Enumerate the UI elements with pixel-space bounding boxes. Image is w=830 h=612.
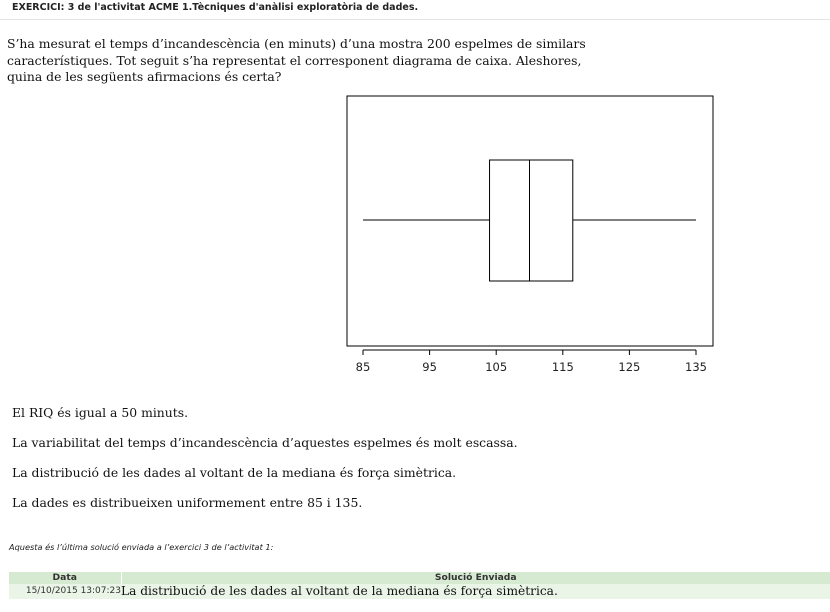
header-date: Data	[9, 572, 121, 584]
x-tick-label: 85	[355, 360, 371, 374]
answer-option-3[interactable]: La distribució de les dades al voltant de la mediana és força simètrica.	[12, 465, 457, 480]
x-tick-label: 115	[551, 360, 574, 374]
submission-table-header	[9, 572, 830, 584]
exercise-title: EXERCICI: 3 de l'activitat ACME 1.Tècniques d'anàlisi exploratòria de dades.	[12, 2, 419, 13]
x-tick-label: 135	[685, 360, 707, 374]
header-solution: Solució Enviada	[121, 572, 830, 584]
answer-option-1[interactable]: El RIQ és igual a 50 minuts.	[12, 405, 189, 420]
submission-date: 15/10/2015 13:07:23	[9, 584, 121, 599]
x-tick-label: 125	[618, 360, 641, 374]
last-submission-note: Aquesta és l’última solució enviada a l’exercici 3 de l’activitat 1:	[9, 542, 274, 552]
submission-solution: La distribució de les dades al voltant de la mediana és força simètrica.	[121, 584, 830, 599]
question-text: S’ha mesurat el temps d’incandescència (en minuts) d’una mostra 200 espelmes de similars característiques. Tot seguit s’ha representat el corresponent diagrama de caixa. Aleshores, quina de les següents afirmacions és certa?	[7, 36, 586, 84]
iqr-box	[490, 160, 573, 281]
x-tick-label: 95	[422, 360, 437, 374]
answer-option-4[interactable]: La dades es distribueixen uniformement entre 85 i 135.	[12, 495, 363, 510]
submission-table	[9, 572, 830, 599]
answer-option-2[interactable]: La variabilitat del temps d’incandescència d’aquestes espelmes és molt escassa.	[12, 435, 518, 450]
x-tick-label: 105	[485, 360, 508, 374]
table-row	[9, 584, 830, 599]
